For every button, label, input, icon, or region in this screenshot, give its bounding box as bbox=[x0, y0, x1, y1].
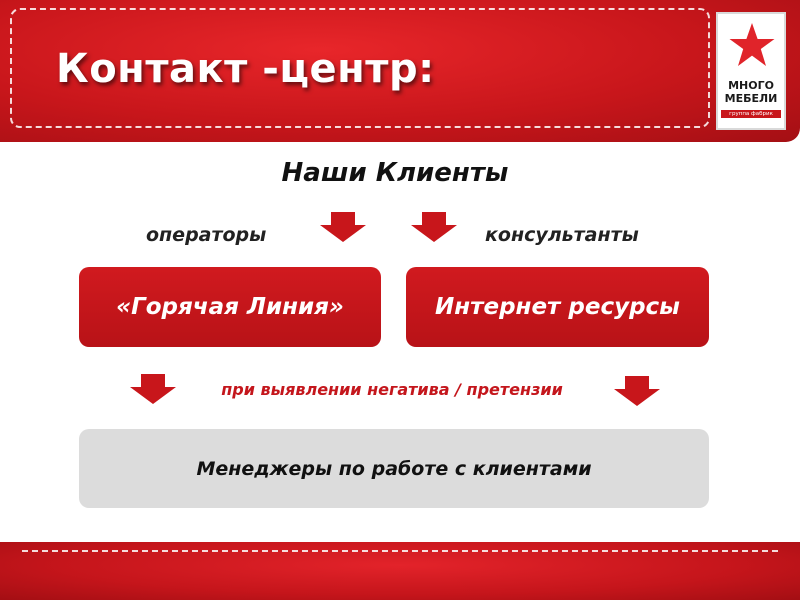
arrow-down-icon bbox=[320, 212, 366, 242]
star-icon bbox=[728, 22, 776, 68]
label-consultants: консультанты bbox=[485, 224, 639, 246]
header-banner bbox=[0, 0, 800, 142]
logo-text-line3: группа фабрик bbox=[721, 110, 781, 118]
brand-logo bbox=[716, 12, 786, 130]
arrow-down-icon bbox=[411, 212, 457, 242]
note-negative-claims: при выявлении негатива / претензии bbox=[221, 380, 563, 399]
label-operators: операторы bbox=[146, 224, 267, 246]
logo-text-line1: МНОГО bbox=[728, 79, 774, 92]
box-client-managers: Менеджеры по работе с клиентами bbox=[79, 429, 709, 508]
stitch-border bbox=[22, 550, 778, 552]
box-internet-resources: Интернет ресурсы bbox=[406, 267, 709, 347]
heading-clients: Наши Клиенты bbox=[281, 158, 509, 188]
footer-banner bbox=[0, 542, 800, 600]
logo-text-line2: МЕБЕЛИ bbox=[724, 92, 778, 105]
box-hotline: «Горячая Линия» bbox=[79, 267, 381, 347]
slide-title: Контакт -центр: bbox=[56, 46, 435, 92]
